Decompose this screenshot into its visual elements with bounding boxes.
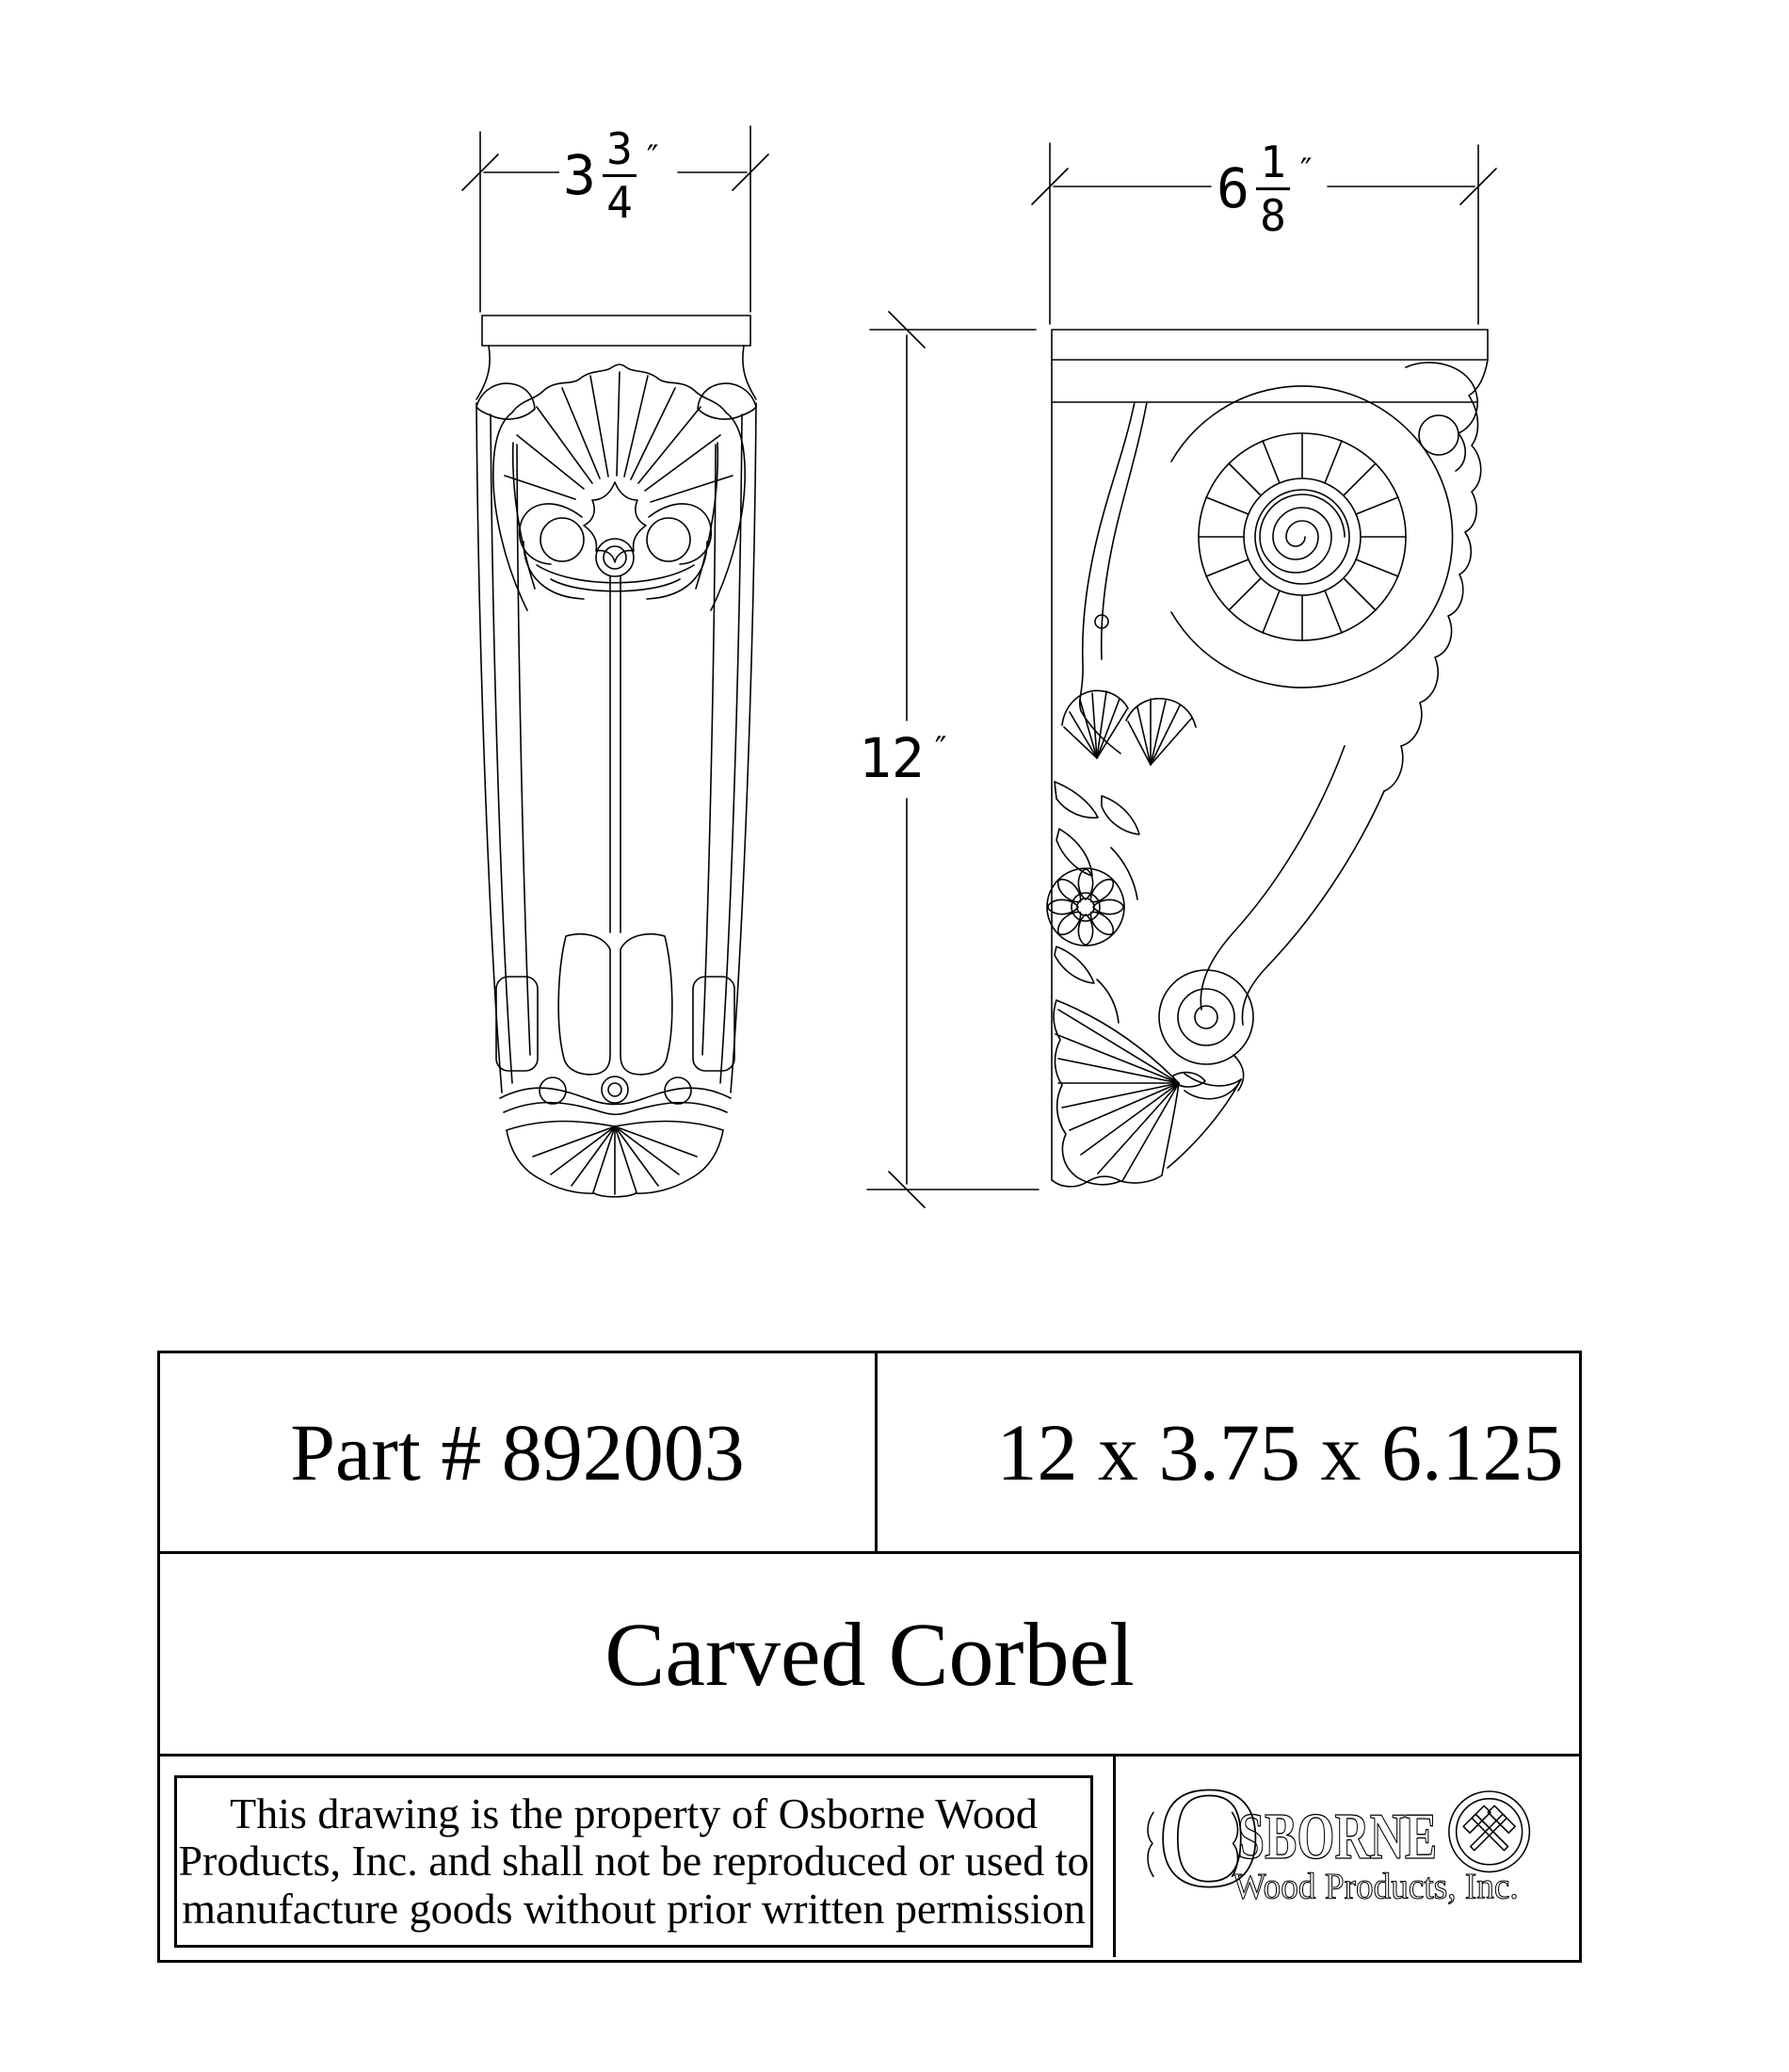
front-lower-lobes <box>496 934 734 1114</box>
side-cap <box>1052 330 1488 360</box>
front-scrolls <box>520 504 712 599</box>
title-block <box>157 1351 1582 1963</box>
disclaimer-line: Products, Inc. and shall not be reproduced or used to <box>178 1837 1089 1886</box>
disclaimer-box <box>174 1775 1093 1948</box>
disclaimer-cell <box>160 1756 1116 1957</box>
inch-mark: ″ <box>642 138 663 176</box>
side-view <box>1047 330 1488 1187</box>
dim-fraction: $\frac{1}{8}$ <box>1256 140 1290 237</box>
dim-text-front-width <box>559 122 666 228</box>
side-flower <box>1047 868 1124 946</box>
dim-text-side-depth <box>1213 136 1319 241</box>
title-row <box>160 1554 1579 1756</box>
osborne-logo <box>1116 1759 1579 1954</box>
size-text: 12 x 3.75 x 6.125 <box>996 1407 1564 1497</box>
side-small-fans <box>1062 690 1196 765</box>
front-view <box>476 316 756 1197</box>
logo-wordmark: SBORNE <box>1237 1800 1438 1873</box>
front-cap <box>482 316 750 346</box>
product-title: Carved Corbel <box>604 1603 1135 1705</box>
title-block-row-top <box>160 1353 1579 1554</box>
side-bottom-fan <box>1054 1000 1205 1185</box>
logo-tagline: Wood Products, Inc. <box>1233 1866 1519 1907</box>
dim-fraction: $\frac{3}{4}$ <box>603 127 637 224</box>
logo-cell <box>1116 1756 1579 1957</box>
side-volute <box>1171 386 1453 688</box>
inch-mark: ″ <box>1296 152 1316 189</box>
crossed-hammers-icon <box>1449 1791 1530 1872</box>
part-number-cell <box>160 1353 878 1551</box>
size-cell <box>878 1353 1579 1551</box>
side-top-scroll <box>1406 363 1477 471</box>
title-block-row-bottom <box>160 1756 1579 1957</box>
front-bottom-fan <box>507 1122 723 1197</box>
disclaimer-line: This drawing is the property of Osborne Wood <box>230 1789 1038 1837</box>
inch-mark: ″ <box>930 730 951 768</box>
logo-initial: O <box>1156 1759 1262 1918</box>
logo-flourish-left <box>1148 1812 1153 1876</box>
dim-whole: 3 <box>563 143 596 207</box>
front-shell <box>493 364 745 610</box>
front-leaf <box>584 482 646 562</box>
dim-whole: 6 <box>1217 156 1249 220</box>
part-number: Part # 892003 <box>290 1407 745 1497</box>
disclaimer-line: manufacture goods without prior written permission <box>182 1884 1086 1933</box>
side-lower-scroll <box>1159 970 1253 1168</box>
dim-whole: 12 <box>859 726 925 790</box>
side-leaves <box>1055 782 1139 1023</box>
side-volute-spiral <box>1260 494 1345 573</box>
dim-text-height <box>855 726 954 790</box>
